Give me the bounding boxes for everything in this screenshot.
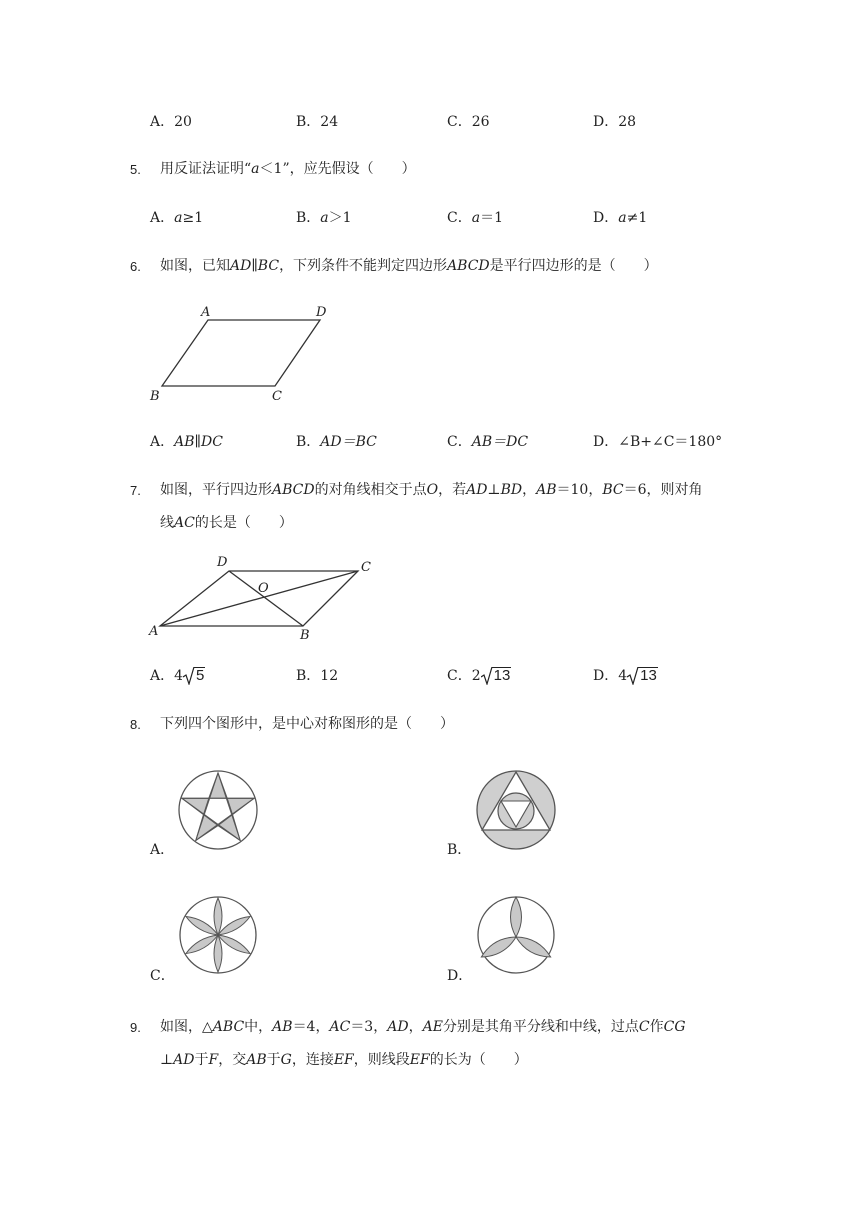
q8-option-b: B． xyxy=(447,842,472,858)
q9-stem-line2: ⊥AD于F，交AB于G，连接EF，则线段EF的长为（ ） xyxy=(160,1052,528,1068)
sqrt-sign-icon: 13 xyxy=(627,666,658,686)
q7-label-a: A xyxy=(149,624,159,639)
q7-stem-line2: 线AC的长是（ ） xyxy=(160,515,293,531)
q4-option-c: C．26 xyxy=(447,114,490,130)
q9-stem-line1: 如图，△ABC中，AB＝4，AC＝3，AD，AE分别是其角平分线和中线，过点C作CG xyxy=(160,1019,686,1035)
q6-stem: 如图，已知AD∥BC，下列条件不能判定四边形ABCD是平行四边形的是（ ） xyxy=(160,258,658,274)
q7-option-a: A．4 5 xyxy=(150,667,205,684)
q7-diagonal-ac xyxy=(160,571,358,626)
q5-number: 5. xyxy=(130,162,141,177)
sqrt-sign-icon: 13 xyxy=(481,666,512,686)
q7-option-b: B．12 xyxy=(296,668,339,684)
q6-parallelogram-shape xyxy=(162,320,320,386)
q7-label-o: O xyxy=(258,581,269,596)
q8-option-c: C． xyxy=(150,968,175,984)
q6-label-b: B xyxy=(150,389,160,404)
q8-number: 8. xyxy=(130,717,141,732)
sqrt-sign-icon: 5 xyxy=(183,666,205,686)
q8-figure-d-three-petals xyxy=(473,892,559,978)
q7-diagonal-bd xyxy=(229,571,303,626)
q4-option-d: D．28 xyxy=(593,114,637,130)
q5-stem: 用反证法证明“a＜1”，应先假设（ ） xyxy=(160,161,416,177)
q7-option-c: C．2 13 xyxy=(447,667,511,684)
q9-number: 9. xyxy=(130,1020,141,1035)
q6-option-a: A．AB∥DC xyxy=(150,434,223,450)
q6-option-c: C．AB＝DC xyxy=(447,434,529,450)
q4-option-a: A．20 xyxy=(150,114,192,130)
q8-figure-c-six-petals xyxy=(175,892,261,978)
q4-option-b: B．24 xyxy=(296,114,339,130)
q7-parallelogram-figure xyxy=(145,552,385,644)
q6-option-d: D．∠B+∠C＝180° xyxy=(593,434,723,450)
q5-option-a: A．a≥1 xyxy=(150,210,204,226)
q7-stem-line1: 如图，平行四边形ABCD的对角线相交于点O，若AD⊥BD，AB＝10，BC＝6，则对角 xyxy=(160,482,703,498)
q5-option-c: C．a＝1 xyxy=(447,210,503,226)
q7-label-b: B xyxy=(300,628,310,643)
q6-number: 6. xyxy=(130,259,141,274)
q8-option-a: A． xyxy=(150,842,175,858)
q6-label-a: A xyxy=(201,305,211,320)
q6-label-c: C xyxy=(272,389,282,404)
q5-option-d: D．a≠1 xyxy=(593,210,648,226)
q7-label-c: C xyxy=(361,560,371,575)
q6-parallelogram-figure xyxy=(145,300,365,410)
q7-label-d: D xyxy=(217,555,228,570)
q8-option-d: D． xyxy=(447,968,473,984)
q5-option-b: B．a＞1 xyxy=(296,210,352,226)
q8-figure-a-star xyxy=(175,767,261,853)
q7-number: 7. xyxy=(130,483,141,498)
q8-stem: 下列四个图形中，是中心对称图形的是（ ） xyxy=(160,716,454,732)
q7-option-d: D．4 13 xyxy=(593,667,657,684)
q6-label-d: D xyxy=(316,305,327,320)
q8-figure-b-triangle-circle xyxy=(473,767,559,853)
q6-option-b: B．AD＝BC xyxy=(296,434,377,450)
